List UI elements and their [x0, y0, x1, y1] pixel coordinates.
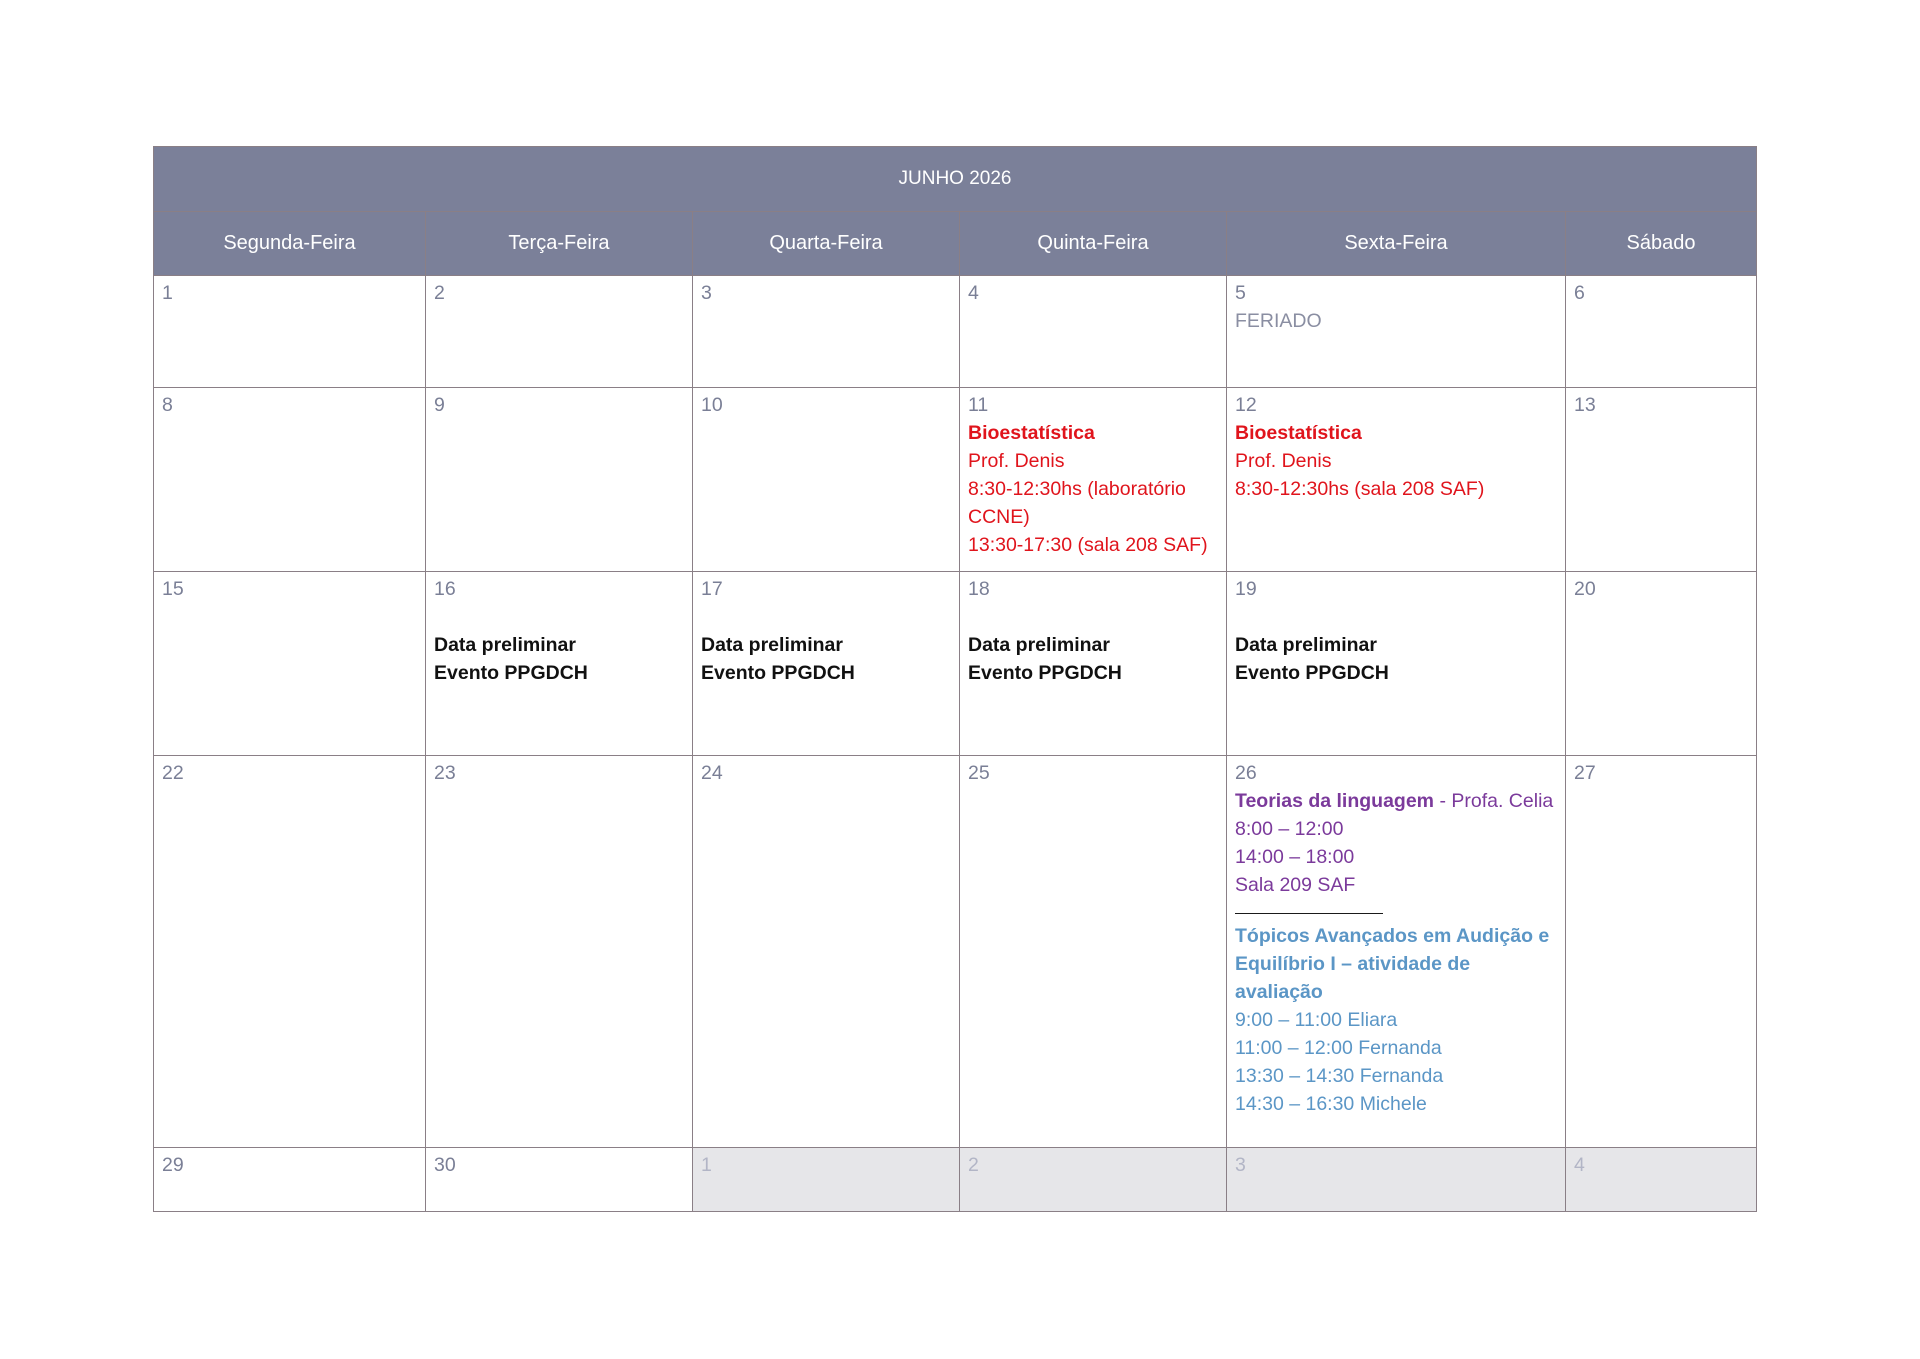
day-cell-next-month	[693, 1148, 960, 1212]
event-title: Teorias da linguagem	[1235, 790, 1435, 812]
day-number: 1	[162, 282, 173, 304]
day-cell	[426, 276, 693, 388]
event-line: Data preliminar	[701, 634, 843, 656]
day-cell	[1227, 572, 1566, 756]
day-number: 22	[162, 762, 184, 784]
day-cell	[154, 388, 426, 572]
event-detail: 14:30 – 16:30 Michele	[1235, 1093, 1427, 1115]
event-heading	[1235, 787, 1557, 815]
day-number: 1	[701, 1154, 712, 1176]
day-cell	[1566, 276, 1757, 388]
separator-line	[1235, 899, 1383, 914]
day-number: 2	[434, 282, 445, 304]
event-detail: 13:30 – 14:30 Fernanda	[1235, 1065, 1444, 1087]
day-number: 30	[434, 1154, 456, 1176]
weekday-thursday: Quinta-Feira	[960, 212, 1227, 276]
day-cell	[154, 756, 426, 1148]
day-number: 2	[968, 1154, 979, 1176]
event-detail: Prof. Denis	[968, 450, 1065, 472]
day-cell-next-month	[1566, 1148, 1757, 1212]
calendar-table	[153, 146, 1757, 1212]
day-number: 19	[1235, 578, 1257, 600]
event-detail: 9:00 – 11:00 Eliara	[1235, 1009, 1398, 1031]
day-number: 25	[968, 762, 990, 784]
weekday-tuesday: Terça-Feira	[426, 212, 693, 276]
day-number: 6	[1574, 282, 1585, 304]
day-number: 4	[1574, 1154, 1585, 1176]
day-cell	[1227, 388, 1566, 572]
day-number: 13	[1574, 394, 1596, 416]
calendar-title-row	[154, 147, 1757, 212]
event-detail: 14:00 – 18:00	[1235, 846, 1355, 868]
event-detail: 8:30-12:30hs (sala 208 SAF)	[1235, 478, 1485, 500]
event-line: Data preliminar	[1235, 634, 1377, 656]
day-number: 3	[701, 282, 712, 304]
day-number: 4	[968, 282, 979, 304]
event-line: Data preliminar	[434, 634, 576, 656]
event-title: Tópicos Avançados em Audição e Equilíbrio I – atividade de avaliação	[1235, 925, 1550, 1003]
day-number: 27	[1574, 762, 1596, 784]
day-cell	[693, 276, 960, 388]
day-number: 3	[1235, 1154, 1246, 1176]
day-cell	[1227, 276, 1566, 388]
day-cell	[154, 572, 426, 756]
weekday-monday: Segunda-Feira	[154, 212, 426, 276]
event-title: Bioestatística	[1235, 422, 1362, 444]
day-cell	[426, 1148, 693, 1212]
day-cell-next-month	[1227, 1148, 1566, 1212]
day-number: 18	[968, 578, 990, 600]
day-cell	[1566, 388, 1757, 572]
event-detail: 8:00 – 12:00	[1235, 818, 1344, 840]
day-number: 5	[1235, 282, 1246, 304]
day-cell	[960, 572, 1227, 756]
day-number: 23	[434, 762, 456, 784]
weekday-header-row	[154, 212, 1757, 276]
week-row	[154, 388, 1757, 572]
week-row	[154, 276, 1757, 388]
event-detail: 11:00 – 12:00 Fernanda	[1235, 1037, 1442, 1059]
day-cell	[960, 276, 1227, 388]
weekday-wednesday: Quarta-Feira	[693, 212, 960, 276]
day-cell	[1566, 756, 1757, 1148]
weekday-saturday: Sábado	[1566, 212, 1757, 276]
day-number: 17	[701, 578, 723, 600]
day-number: 11	[968, 394, 989, 416]
day-number: 9	[434, 394, 445, 416]
day-cell	[693, 756, 960, 1148]
day-cell-next-month	[960, 1148, 1227, 1212]
week-row	[154, 1148, 1757, 1212]
event-line: Evento PPGDCH	[968, 662, 1122, 684]
day-number: 10	[701, 394, 723, 416]
day-cell	[426, 572, 693, 756]
day-number: 12	[1235, 394, 1257, 416]
weekday-friday: Sexta-Feira	[1227, 212, 1566, 276]
day-cell	[426, 388, 693, 572]
event-line: Evento PPGDCH	[701, 662, 855, 684]
holiday-label: FERIADO	[1235, 310, 1322, 332]
week-row	[154, 572, 1757, 756]
event-title: Bioestatística	[968, 422, 1095, 444]
event-title-suffix: - Profa. Celia	[1434, 790, 1554, 812]
day-cell	[154, 1148, 426, 1212]
month-title: JUNHO 2026	[154, 147, 1757, 212]
day-cell	[693, 572, 960, 756]
day-cell	[154, 276, 426, 388]
day-cell	[1227, 756, 1566, 1148]
day-number: 16	[434, 578, 456, 600]
event-line: Data preliminar	[968, 634, 1110, 656]
event-detail: 13:30-17:30 (sala 208 SAF)	[968, 534, 1208, 556]
day-number: 24	[701, 762, 723, 784]
day-number: 29	[162, 1154, 184, 1176]
day-number: 20	[1574, 578, 1596, 600]
day-cell	[960, 756, 1227, 1148]
day-cell	[1566, 572, 1757, 756]
day-number: 15	[162, 578, 184, 600]
event-line: Evento PPGDCH	[434, 662, 588, 684]
day-cell	[426, 756, 693, 1148]
week-row	[154, 756, 1757, 1148]
day-number: 26	[1235, 762, 1257, 784]
day-cell	[693, 388, 960, 572]
event-detail: Prof. Denis	[1235, 450, 1332, 472]
event-detail: Sala 209 SAF	[1235, 874, 1356, 896]
event-detail: 8:30-12:30hs (laboratório CCNE)	[968, 478, 1186, 528]
event-line: Evento PPGDCH	[1235, 662, 1389, 684]
day-cell	[960, 388, 1227, 572]
day-number: 8	[162, 394, 173, 416]
